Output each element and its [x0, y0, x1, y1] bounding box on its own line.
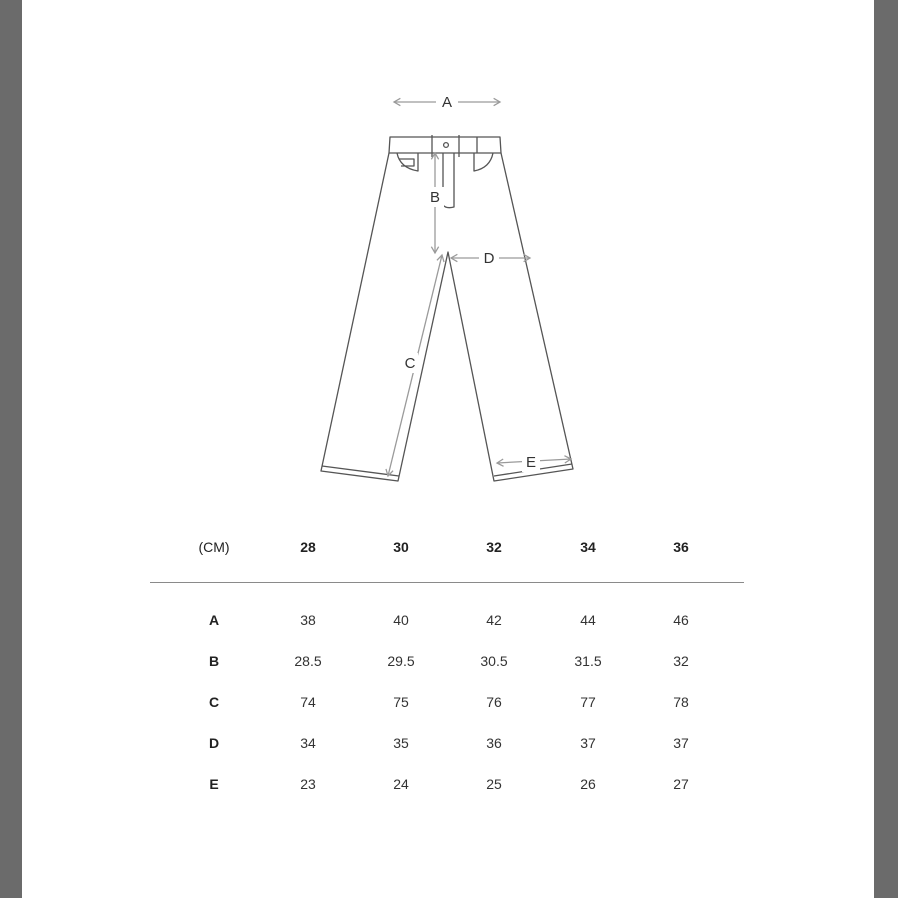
table-cell: 24 — [393, 776, 409, 792]
size-header: 30 — [393, 539, 409, 555]
row-label: E — [209, 776, 219, 792]
size-header: 32 — [486, 539, 502, 555]
table-cell: 44 — [580, 612, 596, 628]
dim-label-b: B — [429, 189, 441, 206]
unit-label: (CM) — [198, 539, 230, 555]
row-label: C — [208, 694, 220, 710]
size-header: 34 — [580, 539, 596, 555]
dim-label-c: C — [404, 355, 416, 372]
table-cell: 42 — [486, 612, 502, 628]
table-cell: 30.5 — [480, 653, 508, 669]
table-cell: 29.5 — [387, 653, 415, 669]
table-cell: 37 — [673, 735, 689, 751]
table-cell: 34 — [300, 735, 316, 751]
pants-measurement-diagram — [22, 0, 874, 500]
dim-label-e: E — [525, 454, 537, 471]
measurement-arrows — [388, 102, 571, 476]
row-label: A — [208, 612, 220, 628]
dim-label-a: A — [441, 94, 453, 111]
table-cell: 36 — [486, 735, 502, 751]
table-cell: 27 — [673, 776, 689, 792]
row-label: D — [208, 735, 220, 751]
size-chart-page — [22, 0, 874, 898]
table-cell: 25 — [486, 776, 502, 792]
row-label: B — [208, 653, 220, 669]
table-cell: 37 — [580, 735, 596, 751]
table-row — [22, 772, 874, 796]
table-row — [22, 731, 874, 755]
table-cell: 46 — [673, 612, 689, 628]
table-cell: 31.5 — [574, 653, 602, 669]
table-cell: 77 — [580, 694, 596, 710]
size-table-header — [22, 535, 874, 559]
size-header: 28 — [300, 539, 316, 555]
table-cell: 35 — [393, 735, 409, 751]
dim-label-d: D — [483, 250, 495, 267]
table-cell: 26 — [580, 776, 596, 792]
table-row — [22, 608, 874, 632]
table-cell: 23 — [300, 776, 316, 792]
table-divider — [150, 582, 744, 583]
table-cell: 76 — [486, 694, 502, 710]
table-cell: 38 — [300, 612, 316, 628]
table-cell: 78 — [673, 694, 689, 710]
table-cell: 75 — [393, 694, 409, 710]
pants-outline — [321, 135, 573, 481]
table-cell: 74 — [300, 694, 316, 710]
size-header: 36 — [673, 539, 689, 555]
table-cell: 40 — [393, 612, 409, 628]
table-row — [22, 690, 874, 714]
table-cell: 32 — [673, 653, 689, 669]
table-row — [22, 649, 874, 673]
table-cell: 28.5 — [294, 653, 322, 669]
